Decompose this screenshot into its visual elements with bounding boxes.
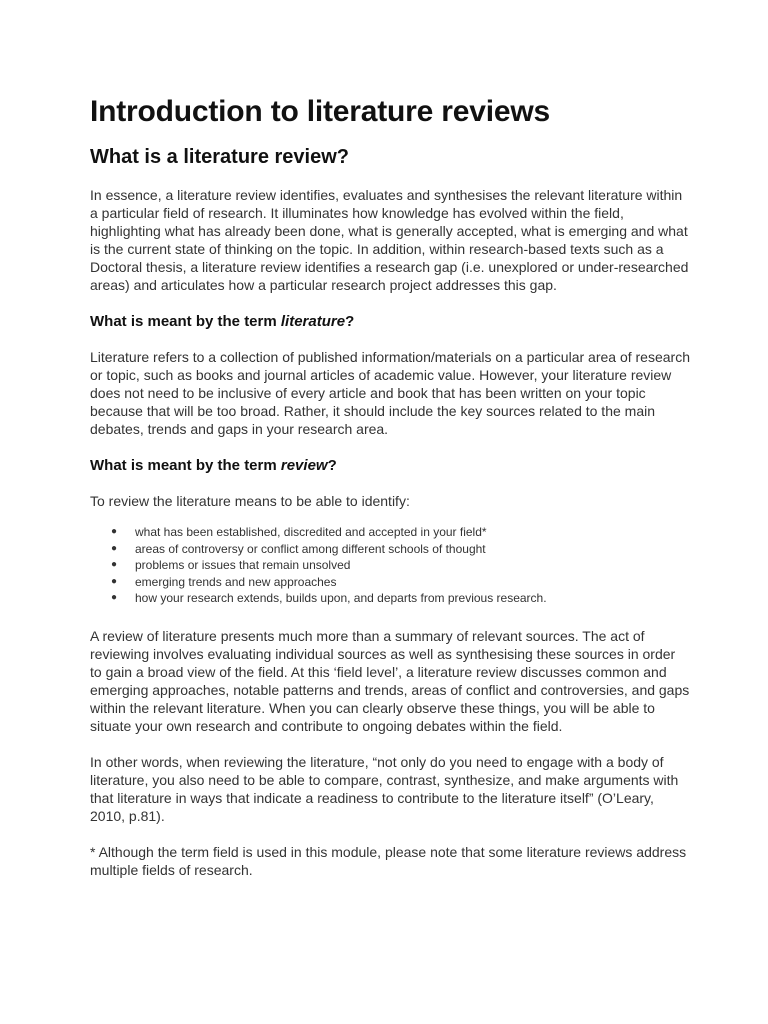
literature-paragraph: Literature refers to a collection of published information/materials on a particular area of research or topic, such as books and journal articles of academic value. However, your literature review does not need to be inclusive of every article and book that has been written on your topic because that will be too broad. Rather, it should include the key sources related to the main debates, trends and gaps in your research area. xyxy=(90,349,690,437)
review-heading-suffix: ? xyxy=(327,457,337,474)
document-page xyxy=(90,94,690,897)
review-heading-prefix: What is meant by the term xyxy=(90,457,281,474)
literature-heading-suffix: ? xyxy=(345,313,355,330)
list-item-text: problems or issues that remain unsolved xyxy=(135,558,351,572)
page-title: Introduction to literature reviews xyxy=(90,95,550,128)
list-item xyxy=(111,574,690,591)
list-item-text: what has been established, discredited and accepted in your field* xyxy=(135,525,487,539)
literature-heading xyxy=(90,312,690,332)
review-paragraph: A review of literature presents much more than a summary of relevant sources. The act of reviewing involves evaluating individual sources as well as synthesising these sources in order to gain a broad view of the field. At this ‘field level’, a literature review discusses common and emerging approaches, notable patterns and trends, areas of conflict and controversies, and gaps within the relevant literature. When you can clearly observe these things, you will be able to situate your own research and contribute to ongoing debates within the field. xyxy=(90,627,690,734)
bullet-icon: ● xyxy=(111,526,118,537)
literature-term: literature xyxy=(280,313,346,330)
review-term: review xyxy=(280,457,328,474)
list-item-text: emerging trends and new approaches xyxy=(135,574,337,589)
review-list xyxy=(90,524,690,607)
section-heading: What is a literature review? xyxy=(90,146,349,168)
bullet-icon: ● xyxy=(111,592,118,603)
bullet-icon: ● xyxy=(111,542,118,554)
list-item-text: areas of controversy or conflict among different schools of thought xyxy=(135,541,486,556)
quote-paragraph: In other words, when reviewing the literature, “not only do you need to engage with a body of literature, you also need to be able to compare, contrast, synthesize, and make arguments with that literature in ways that indicate a readiness to contribute to the literature itself” (O’Leary, 2010, p.81). xyxy=(90,753,679,824)
list-item-text: how your research extends, builds upon, and departs from previous research. xyxy=(135,591,547,605)
footnote: * Although the term field is used in this module, please note that some literature reviews address multiple fields of research. xyxy=(90,843,687,878)
bullet-icon: ● xyxy=(111,575,118,587)
review-heading xyxy=(90,456,690,476)
list-item xyxy=(111,590,690,607)
list-item xyxy=(111,524,690,541)
list-item xyxy=(111,541,690,558)
review-intro: To review the literature means to be able to identify: xyxy=(90,493,410,509)
literature-heading-prefix: What is meant by the term xyxy=(90,313,281,330)
bullet-icon: ● xyxy=(111,559,118,570)
intro-paragraph: In essence, a literature review identifies, evaluates and synthesises the relevant literature within a particular field of research. It illuminates how knowledge has evolved within the field, highlighting what has already been done, what is generally accepted, what is emerging and what is the current state of thinking on the topic. In addition, within research-based texts such as a Doctoral thesis, a literature review identifies a research gap (i.e. unexplored or under-researched areas) and articulates how a particular research project addresses this gap. xyxy=(90,187,689,293)
list-item xyxy=(111,557,690,574)
